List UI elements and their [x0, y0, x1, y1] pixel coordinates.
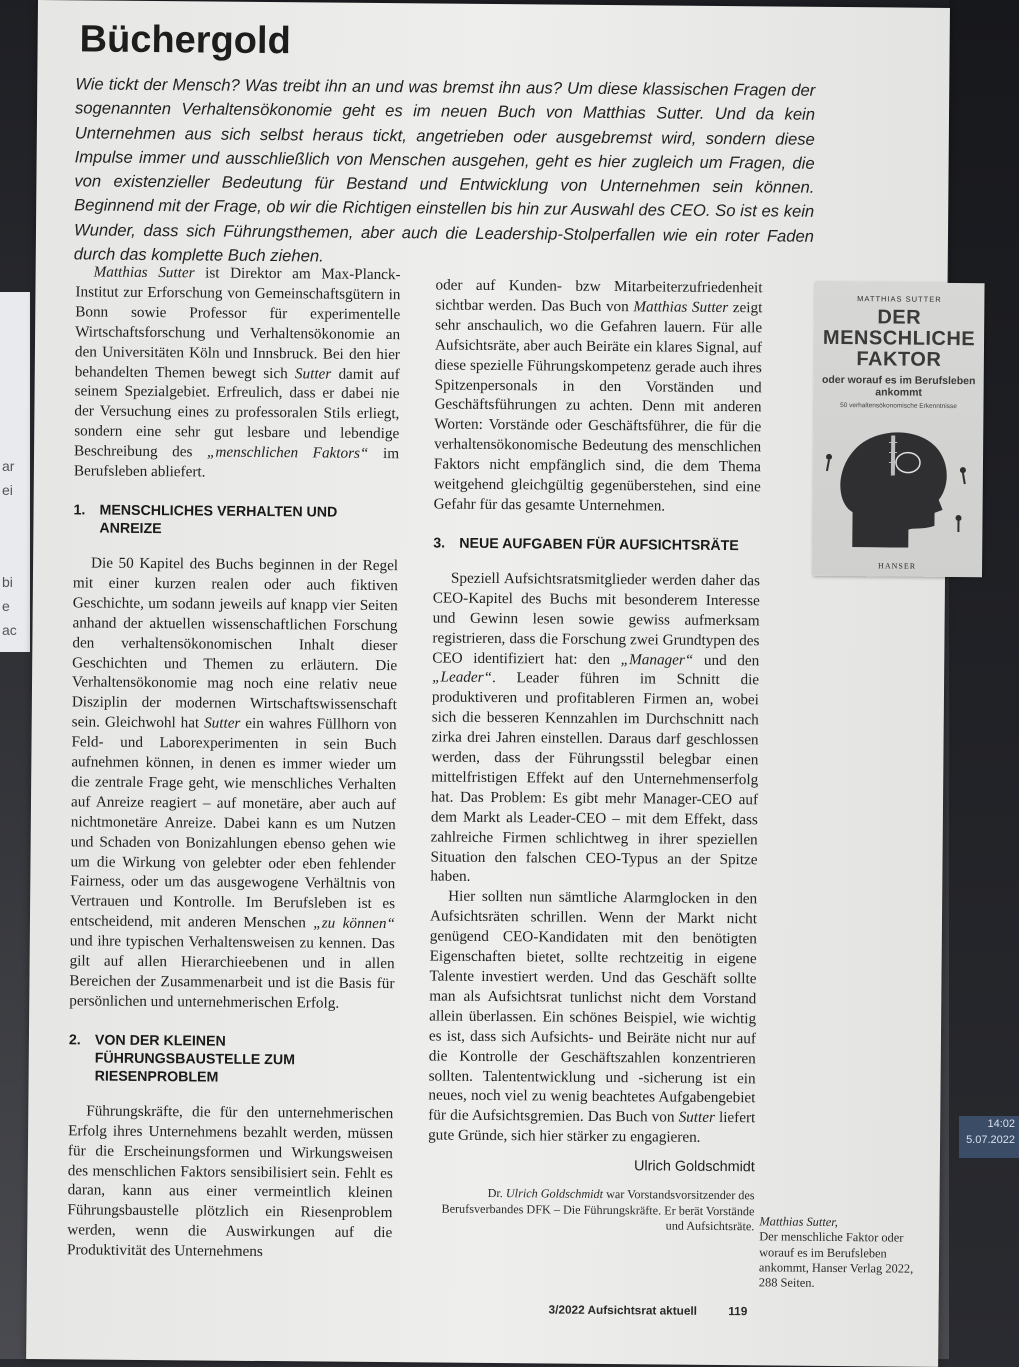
author-note: Dr. Ulrich Goldschmidt war Vorstandsvorsitzender des Berufsverbandes DFK – Die Führungskräfte. Er berät Vorstände und Aufsichtsräte.	[427, 1186, 754, 1235]
section-2-paragraph: Führungskräfte, die für den unternehmerischen Erfolg ihres Unternehmens bezahlt werden, müssen für die Erscheinungsformen und Wirkungsweisen des menschlichen Faktors sensibilisiert sein. Fehlt es daran, kann aus einer vermeintlich kleinen Führungsbaustelle plötzlich ein Riesenproblem werden, wenn die Auswirkungen auf die Produktivität des Unternehmens	[67, 1101, 393, 1263]
article-title: Büchergold	[79, 18, 290, 63]
magazine-page	[26, 0, 950, 1367]
caption-text: Der menschliche Faktor oder worauf es im Berufsleben ankommt, Hanser Verlag 2022, 288 Seiten.	[759, 1230, 914, 1290]
adjacent-monitor-left	[0, 292, 30, 652]
page-number: 119	[728, 1304, 747, 1318]
section-3-heading: 3. NEUE AUFGABEN FÜR AUFSICHTSRÄTE	[433, 534, 760, 555]
cover-subtitle: oder worauf es im Berufsleben ankommt	[814, 374, 984, 399]
article-lead: Wie tickt der Mensch? Was treibt ihn an und was bremst ihn aus? Um diese klassischen Fragen der sogenannten Verhaltensökonomie geht es im neuen Buch von Matthias Sutter. Und da kein Unternehmen aus sich selbst heraus tickt, angetrieben oder ausgebremst wird, sondern diese Impulse immer und ausschließlich von Menschen ausgehen, geht es hier zugleich um Fragen, die von existenzieller Bedeutung für Bestand und Entwicklung von Unternehmen sein können. Beginnend mit der Frage, ob wir die Richtigen einstellen bis hin zur Auswahl des CEO. So ist es kein Wunder, dass sich Führungsthemen, aber auch die Leadership-Stolperfallen wie ein roter Faden durch das komplette Buch ziehen.	[74, 72, 816, 273]
cover-title: DER MENSCHLICHE FAKTOR	[814, 307, 985, 371]
section-2-heading: 2. VON DER KLEINEN FÜHRUNGSBAUSTELLE ZUM RIESENPROBLEM	[69, 1031, 394, 1088]
left-fragment: ar	[2, 458, 14, 474]
left-fragment: bi	[2, 574, 13, 590]
left-fragment: e	[2, 598, 10, 614]
head-silhouette-illustration	[812, 417, 983, 548]
cover-tagline: 50 verhaltensökonomische Erkenntnisse	[813, 402, 983, 410]
clock-time: 14:02	[959, 1116, 1015, 1132]
intro-name: Matthias Sutter	[94, 263, 195, 281]
intro-paragraph: Matthias Sutter ist Direktor am Max-Planck-Institut zur Erforschung von Gemeinschaftsgütern in Bonn sowie Professor für experimentelle Wirtschaftsforschung und Verhaltensökonomie an den Universitäten Köln und Innsbruck. Bei den hier behandelten Themen bewegt sich Sutter damit auf seinem Spezialgebiet. Erfreulich, dass er dabei nie der Versuchung eines zu professoralen Stils erliegt, sondern eine sehr gut lesbare und lebendige Beschreibung des „menschlichen Faktors“ im Berufsleben abliefert.	[74, 262, 401, 484]
book-cover	[812, 282, 985, 577]
cover-author: MATTHIAS SUTTER	[814, 294, 984, 304]
page-footer	[549, 1303, 748, 1319]
book-caption	[759, 1214, 930, 1292]
section-3-paragraph-2: Hier sollten nun sämtliche Alarmglocken in den Aufsichtsräten schrillen. Wenn der Markt nicht genügend CEO-Kandidaten mit den benötigten Eigenschaften bietet, sollte rechtzeitig in eigene Talente investiert werden. Und das Geschäft sollte man als Aufsichtsrat tunlichst nicht dem Vorstand allein überlassen. Ein schönes Beispiel, wie wichtig es ist, dass sich Aufsichts- und Beiräte nicht nur auf die Kontrolle der Geschäftszahlen konzentrieren sollten. Talententwicklung und -sicherung ist ein neues, noch viel zu wenig beachtetes Aufgabengebiet für die Aufsichtsgremien. Das Buch von Sutter liefert gute Gründe, sich hier stärker zu engagieren.	[428, 887, 757, 1149]
column-right	[427, 275, 762, 1234]
caption-author: Matthias Sutter,	[759, 1214, 929, 1231]
article-author: Ulrich Goldschmidt	[428, 1156, 755, 1179]
column-left	[67, 262, 401, 1263]
section-1-heading: 1. MENSCHLICHES VERHALTEN UND ANREIZE	[73, 501, 398, 540]
left-fragment: ei	[2, 482, 13, 498]
left-fragment: ac	[2, 622, 17, 638]
issue-label: 3/2022 Aufsichtsrat aktuell	[549, 1303, 698, 1318]
clock-date: 5.07.2022	[959, 1132, 1015, 1148]
taskbar-clock[interactable]	[959, 1116, 1019, 1158]
section-2-continuation: oder auf Kunden- bzw Mitarbeiterzufriedenheit sichtbar werden. Das Buch von Matthias Sutter zeigt sehr anschaulich, wo die Gefahren lauern. Für alle Aufsichtsräte, aber auch Beiräte ein klares Signal, auf diese spezielle Führungskompetenz gerade auch ihres Spitzenpersonals in den Vorständen und Geschäftsführungen zu achten. Denn mit anderen Worten: Vorstände oder Geschäftsführer, die für die verhaltensökonomische Bedeutung des menschlichen Faktors nicht empfänglich sind, die dem Thema weitgehend gleichgültig gegenüberstehen, sind eine Gefahr für das gesamte Unternehmen.	[434, 275, 763, 517]
cover-publisher: HANSER	[812, 561, 982, 571]
section-3-paragraph-1: Speziell Aufsichtsratsmitglieder werden daher das CEO-Kapitel des Buchs mit besonderem Interesse und Gewinn lesen sowie gewiss aufmerksam registrieren, dass die Forschung zwei Grundtypen des CEO identifiziert hat: den „Manager“ und den „Leader“. Leader führen im Schnitt die produktiveren und profitableren Firmen an, wobei sich die besseren Kennzahlen im Durchschnitt nach zirka drei Jahren einstellen. Daraus darf geschlossen werden, dass der Führungsstil belegbar einen mittelfristigen Effekt auf den Unternehmenserfolg hat. Das Problem: Es gibt mehr Manager-CEO auf dem Markt als Leader-CEO – mit dem Effekt, dass zahlreiche Firmen schlichtweg in ihrer speziellen Situation den falschen CEO-Typus an der Spitze haben.	[430, 568, 760, 889]
section-1-paragraph: Die 50 Kapitel des Buchs beginnen in der Regel mit einer kurzen realen oder auch fiktiven Geschichte, um sodann jeweils auf knapp vier Seiten anhand der aktuellen wissenschaftlichen Forschung den verhaltensökonomischen Inhalt dieser Geschichten und Themen zu erläutern. Die Verhaltensökonomie mag noch eine relativ neue Disziplin der modernen Wirtschaftswissenschaft sein. Gleichwohl hat Sutter ein wahres Füllhorn von Feld- und Laborexperimenten in sein Buch aufnehmen können, in denen es immer wieder um die zentrale Frage geht, wie menschliches Verhalten auf Anreize reagiert – auf monetäre, aber auch auf nichtmonetäre Anreize. Dabei kann es um Nutzen und Schaden von Bonizahlungen ebenso gehen wie um die Wirkung von gelebter oder eben fehlender Fairness, oder um das ausgewogene Verhältnis von Vertrauen und Kontrolle. Im Berufsleben ist es entscheidend, mit anderen Menschen „zu können“ und ihre typischen Verhaltensweisen zu kennen. Das gilt auf allen Hierarchieebenen und in allen Bereichen der Zusammenarbeit und ist die Basis für persönlichen und unternehmerischen Erfolg.	[69, 553, 398, 1014]
